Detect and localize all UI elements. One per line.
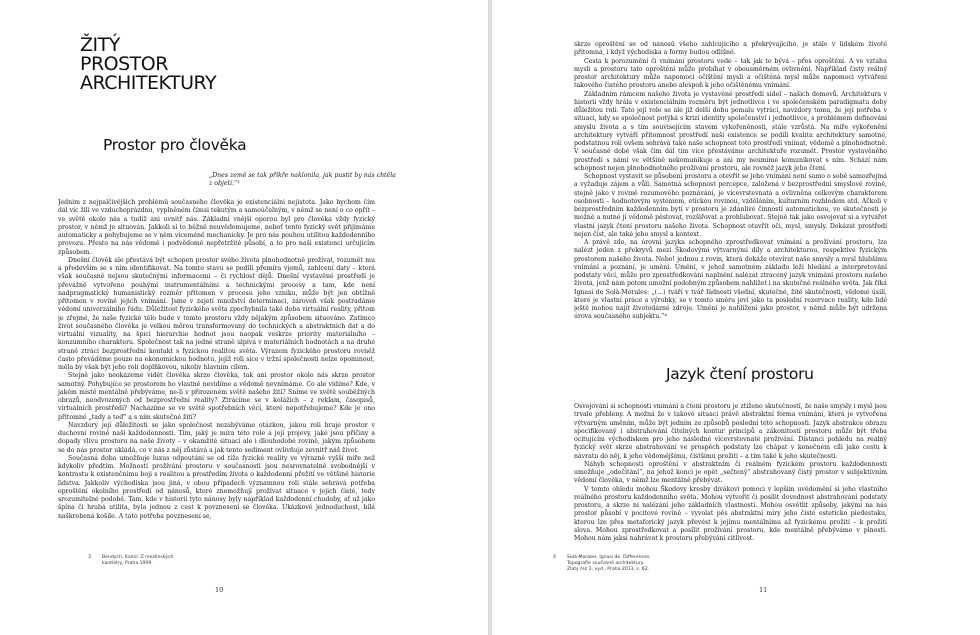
paragraph: Navzdory její důležitosti se jako společnost nezabýváme otázkou, jakou roli hraje prostor v duchovní rovině naší každodennosti. Tím, jaký je míra této role a její projevy, jaké jsou příčiny a dopady vlivu prostoru na naše životy – v okamžité situaci ale i dlouhodobé rovině, jakým způsobem se do nás prostor ukládá, co v nás z něj zůstává a jak tento sediment ovlivňuje zevnitř náš život. bbox=[58, 421, 375, 454]
paragraph: Cesta k porozumění či vnímání prostoru vede – tak jak to bývá – přes oproštění. A ve vztahu mysli a prostoru tato oproštění může probíhat v obousměrném ovlivnění. Například čistý reálný prostor architektury může napomoci očištění mysli a očištěná mysl může napomoci vytváření takového čistého prostoru anebo alespoň k jeho očištěnému vnímání. bbox=[574, 57, 887, 90]
paragraph: Dnešní člověk ale přestává být schopen prostor svého života plnohodnotně prožívat, rozumět mu a především se s ním identifikovat. Na tomto stavu se podílí přemíra vjemů, zahlcení daty – která však současně nejsou skutečnými informacemi – či rychlost dějů. Dnešní vystavěné prostředí je převážně vytvořeno pouhými instrumentálními a technickými procesy a tam, kde není nadpragmatický humanistický rozměr přítomen v procesu jeho vzniku, může být jen obtížně přítomen v rovině jejich vnímání. Jsme v zajetí množství determinací, zároveň však postrádáme vědomí univerzálního řádu. Důležitost fyzického světa zpochybnila také doba virtuální reality, přitom je zřejmé, že naše fyzické tělo bude v tomto prostoru vždy nějakým způsobem situováno. Zatímco život současného člověka je velkou měrou transformovaný do technických a abstraktních dat a do virtuální vizuality, na špici hierarchie hodnot jsou naopak veskrze priority materiálního – konzumního charakteru. Společnost tak na jedné straně ulpívá v materiálních hodnotách a na druhé straně ztrácí bezprostřední kontakt s fyzickou realitou světa. Výrazem fyzického prostoru rovněž často převáděme pouze na ekonomickou hodnotu, jejíž roli sice v tržní společnosti nelze opominout, měla by však být jeho rolí doplňkovou, nikoliv hlavním cílem. bbox=[58, 256, 375, 371]
body-text-left bbox=[58, 199, 375, 539]
page-number-right: 11 bbox=[759, 586, 768, 594]
chapter-title bbox=[80, 36, 216, 93]
paragraph: Základním rámcem našeho života je vystavěné prostředí sídel – našich domovů. Architektura v historii vždy hrála v existenciálním rozměru být jednotlivce i ve společenském paradigmatu doby důležitou roli. Tato její role se ale již delší dobu pomalu vytrácí, navzdory tomu, že její potřeba v situaci, kdy se společnost potýká s krizí identity společenství i jednotlivce, s problémem definování smyslu života a s tím souvisejícím stavem vykořeněnosti, stále vzrůstá. Na míře vykořenění architektury vytváří přítomnost prostředí naší existence se podílí kvalita architektury samotné, podstatnou roli ovšem sehrává také naše schopnost toto prostředí vnímat, vědomě a plnohodnotně. V současné době však čím dál tím více přestáváme architektuře rozumět. Prostor vystavěného prostředí s námi ve většině nekomunikuje a ani my neumíme komunikovat s ním. Schází nám schopnost nejen plnohodnotného prožívání prostoru, ale rovněž jazyk jeho čtení. bbox=[574, 90, 887, 172]
paragraph: V tomto ohledu mohou Škodovy kresby divákovi pomoci v lepším uvědomění si jeho vlastního reálného prostoru každodenního světa. Mohou vytvořit či posílit dovednost abstrahování podstaty prostoru, a skrze ni nalézání jeho základních vlastností. Mohou osvětlit způsoby, jakými na nás prostor působí v pocitové rovině – vyvolat pěs abstraktní míry jeho čisté esteticko piedestaku, kterou lze přes metaforický jazyk převést k jejímu mentálnímu až fyzickému prožití – k prožití slova. Mohou zprostředkovat a posílit prožívání prostoru, kde mentálně přebýváme v plnosti. Mohou nám jaksi nahrávat k prostoru přebývání citlivost. bbox=[574, 485, 887, 542]
paragraph: Stejně jako neokázeme vidět člověka skrze člověka, tak ani prostor okolo nás skrze prostor samotný. Pohybujíce se prostorem ho vlastně nevidíme a vědomě nevnímáme. Co ale vidíme? Kde, v jakém místě mentálně přebýváme, ne-li v přirozeném světě našeho žití? Sníme ve světě souběžných obrazů, neodvozených od bezprostřední reality? Ztrácíme se v kolážích – z reklam, časopisů, virtuálních prostředí? Nacházíme se ve světě spotřebních věcí, které nepotřebujeme? Kde je ono přítomné „tady a teď“ a s ním skutečné žití? bbox=[58, 372, 375, 421]
paragraph: Náhyb schopnosti oproštění v abstraktním či reálném fyzickém prostoru každodennosti umožňuje „odečítání“, na jehož konci je opět „sečtený“ abstrahovaný čistý prostor v subjektivním vědomí člověka, v němž lze mentálně přebývat. bbox=[574, 460, 887, 485]
footnote-number: 4 bbox=[553, 555, 556, 560]
paragraph: A právě zde, na úrovni jazyka schopného zprostředkovat vnímání a prožívání prostoru, lze nalézt jeden z překryvů mezi Škodovými výtvarnými díly a architekturou, respektive fyzickým prostorem našeho života. Nebo! jednou z rovin, která dokáže otevírat naše smysly a mysl hlubšímu vnímání a poznání, je umění. Umění, v jehož samotném základu leží hledání a interpretování podstaty věcí, může pro zprostředkování naplnění nalézat ztracený jazyk vnímání prostoru našeho života, jenž nám potom umožní podobným způsobem nahlížet i na skutečné reálného světa. Jak říká Ignasi de Solà-Morales: „(…) tváří v tvář fádnosti všední, skutečné, žité skutečnosti, vědomé úsilí, které je vlastní práce a výrobky, se v tomto směru jeví jako ta poslední rezervace reality, kde lidé ještě mohou najít životodárné zdroje. Umění je nahlížení jako prostor, v němž může být udržena úrova současného subjektu.“⁴ bbox=[574, 239, 887, 321]
epigraph-quote: „Dnes země se tak příkře naklonila, jak pustit by nás chtěla z objetí.“³ bbox=[209, 172, 396, 188]
body-text-right-bottom bbox=[574, 403, 887, 552]
section-heading-right: Jazyk čtení prostoru bbox=[666, 365, 814, 383]
paragraph: Osvojování si schopnosti vnímání a čtení prostoru je ztíženo skutečností, že naše smysly i mysl jsou trvale přebleny. A možná že v takové situaci právě abstraktní forma vnímání, která je vytvořena výtvarným uměním, může být jedním ze způsobů poslední této schopnosti. Jazyk abstrakce obrazu specifikovaný i abstrahování čitelných kontur principů a zákonitostí prostoru může být třeba ocitujícím východiskem pro jeho následné vícevrstevnaté prožívání. Distanci pohledu na reálný fyzický svět skrze abstrahování ve prospěch podstaty lze chápat v konečném cíli jako cestu k návratu do něj, k jeho vědomějšímu, čistšímu prožití – a tím také k jeho skutečnosti. bbox=[574, 403, 887, 460]
body-text-right-top bbox=[574, 41, 887, 344]
footnote-text: Solà-Morales, Ignasi de. Differences. Topografie současné architektury. Zlatý řez 2, vyd., Praha 2013, s. 62. bbox=[567, 555, 651, 573]
paragraph: Současná doba umožňuje luxus odpoutání se od tíže fyzické reality ve výrazně vyšší míře než kdykoliv předtím. Možnosti prožívání prostoru v současnosti jsou nesrovnatelně svobodnější v kontrastu k existenčnímu boji s realitou a prostředím života o každodenní přežití ve většině historie lidstva. Jakkoliv východiska jsou jiná, v obou případech významnou roli stále sehrává potřeba oproštění okolního prostředí od nánosů, které znemožňují prožívat situace v jejich čisté, tedy srozumitelné podobě. Tam, kde v historii tyto nánosy byly například každodenní chudoby, ať už jako špína či hrubá utilita, byla jednou z cest k povznesení se člověka. Ukázkové jednoduchost, bílá naškrobená košile. A tato potřeba povznesení se, bbox=[58, 454, 375, 520]
page-number-left: 10 bbox=[215, 586, 224, 594]
footnote-right bbox=[553, 555, 663, 583]
chapter-title-line: ŽITÝ bbox=[80, 34, 120, 56]
paragraph: Schopnost vystavit se působení prostoru a otevřít se jeho vnímání není samo o sobě samozřejmá a vyžaduje zájem a vůli. Samotná schopnost percepce, založená v bezprostřední smyslové rovině, stejně jako v rovině rozumového poznávání, je vícevrstevnatá a ovlivněna celkovým charakterem osobnosti – hodnotovým systémem, etickou rovinou, vzděláním, kulturním rozhledem atd. Ačkoli v bezprostředním každodenním bytí v prostoru je zdánlivé činností automatickou, ve skutečnosti je možné a nutné ji vědomě pěstovat, rozšiřovat a prohlubovat. Stejně tak jako osvojovat si a vytvářet vlastní jazyk čtení prostoru našeho života. Schopnost otevřít oči, mysl, smysly. Dokázat prostředí nejen číst, ale také jeho smysl a kontext. bbox=[574, 173, 887, 238]
footnote-text: Bendych, Kamil. Z mezlinských kantiléry, Praha 1909. bbox=[102, 555, 174, 567]
left-page bbox=[0, 0, 488, 635]
footnote-left bbox=[88, 555, 198, 575]
footnote-number: 3 bbox=[88, 555, 91, 560]
chapter-title-line: ARCHITEKTURY bbox=[80, 72, 217, 94]
paragraph: Jedním z nejpalčivějších problémů současného člověka je existenciální nejistota. Jako bychom čím dál víc žili ve vzduchoprázdnu, vyplněném čímsi tekutým a samoúčelným, v němž se není o co opřít – ve světě okolo nás a tudíž ani uvnitř nás. Základní vnější oporou byl pro člověka vždy fyzický prostor, v němž je situován. Jakkoli si to běžně neuvědomujeme, neboť tento fyzický svět přijímáme automaticky a pohybujeme se v něm víceméně mechanicky. Je pro nás pouhou utilitou každodenního provozu. Přesto na nás vědomě i podvědomě nepřetržitě působí, a to pro naši existenci určujícím způsobem. bbox=[58, 199, 375, 256]
paragraph: skrze oproštění se od nánosů všeho zahlcujícího a překrývajícího, je stále v lidském životě přítomná, i když východiska a formy budou odlišné. bbox=[574, 41, 887, 57]
chapter-title-line: PROSTOR bbox=[80, 53, 168, 75]
section-heading-left: Prostor pro člověka bbox=[103, 136, 247, 154]
